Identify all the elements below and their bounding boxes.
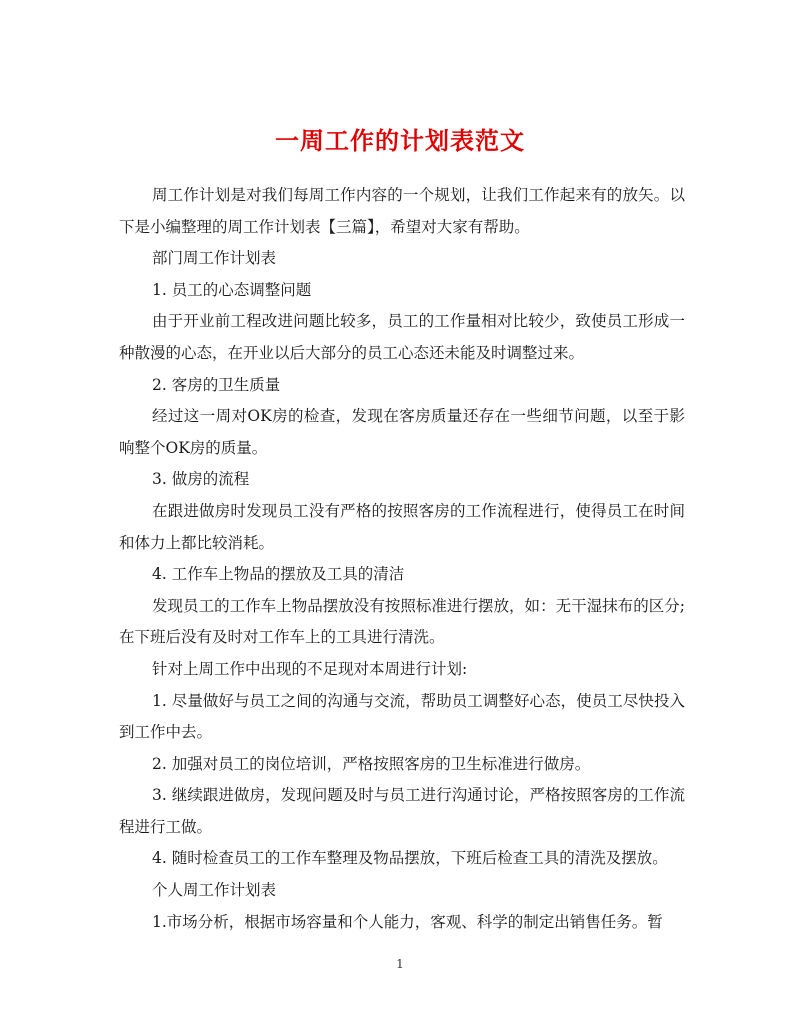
paragraph: 由于开业前工程改进问题比较多，员工的工作量相对比较少，致使员工形成一种散漫的心态，在开业以后大部分的员工心态还未能及时调整过来。 (119, 312, 685, 362)
list-item-heading: 2. 客房的卫生质量 (152, 375, 281, 394)
section-heading-department-plan: 部门周工作计划表 (152, 249, 277, 268)
paragraph: 经过这一周对OK房的检查，发现在客房质量还存在一些细节问题，以至于影响整个OK房的质量。 (119, 407, 685, 457)
page-title: 一周工作的计划表范文 (275, 126, 525, 156)
paragraph: 1.市场分析，根据市场容量和个人能力，客观、科学的制定出销售任务。暂 (152, 912, 663, 931)
page-number: 1 (396, 957, 404, 971)
paragraph: 发现员工的工作车上物品摆放没有按照标准进行摆放，如：无干湿抹布的区分;在下班后没有及时对工作车上的工具进行清洗。 (119, 596, 685, 647)
plan-item: 2. 加强对员工的岗位培训，严格按照客房的卫生标准进行做房。 (152, 754, 591, 773)
list-item-heading: 4. 工作车上物品的摆放及工具的清洁 (152, 565, 405, 584)
paragraph: 在跟进做房时发现员工没有严格的按照客房的工作流程进行，使得员工在时间和体力上都比较消耗。 (119, 501, 685, 552)
plan-item: 3. 继续跟进做房，发现问题及时与员工进行沟通讨论，严格按照客房的工作流程进行工做。 (119, 786, 685, 836)
list-item-heading: 3. 做房的流程 (152, 470, 250, 489)
list-item-heading: 1. 员工的心态调整问题 (152, 280, 312, 299)
section-heading-personal-plan: 个人周工作计划表 (152, 881, 277, 900)
plan-item: 4. 随时检查员工的工作车整理及物品摆放，下班后检查工具的清洗及摆放。 (152, 849, 668, 868)
document-body (119, 180, 685, 938)
paragraph: 针对上周工作中出现的不足现对本周进行计划: (152, 659, 468, 678)
paragraph-intro: 周工作计划是对我们每周工作内容的一个规划，让我们工作起来有的放矢。以下是小编整理的周工作计划表【三篇】，希望对大家有帮助。 (119, 186, 685, 236)
plan-item: 1. 尽量做好与员工之间的沟通与交流，帮助员工调整好心态，使员工尽快投入到工作中去。 (119, 691, 685, 742)
